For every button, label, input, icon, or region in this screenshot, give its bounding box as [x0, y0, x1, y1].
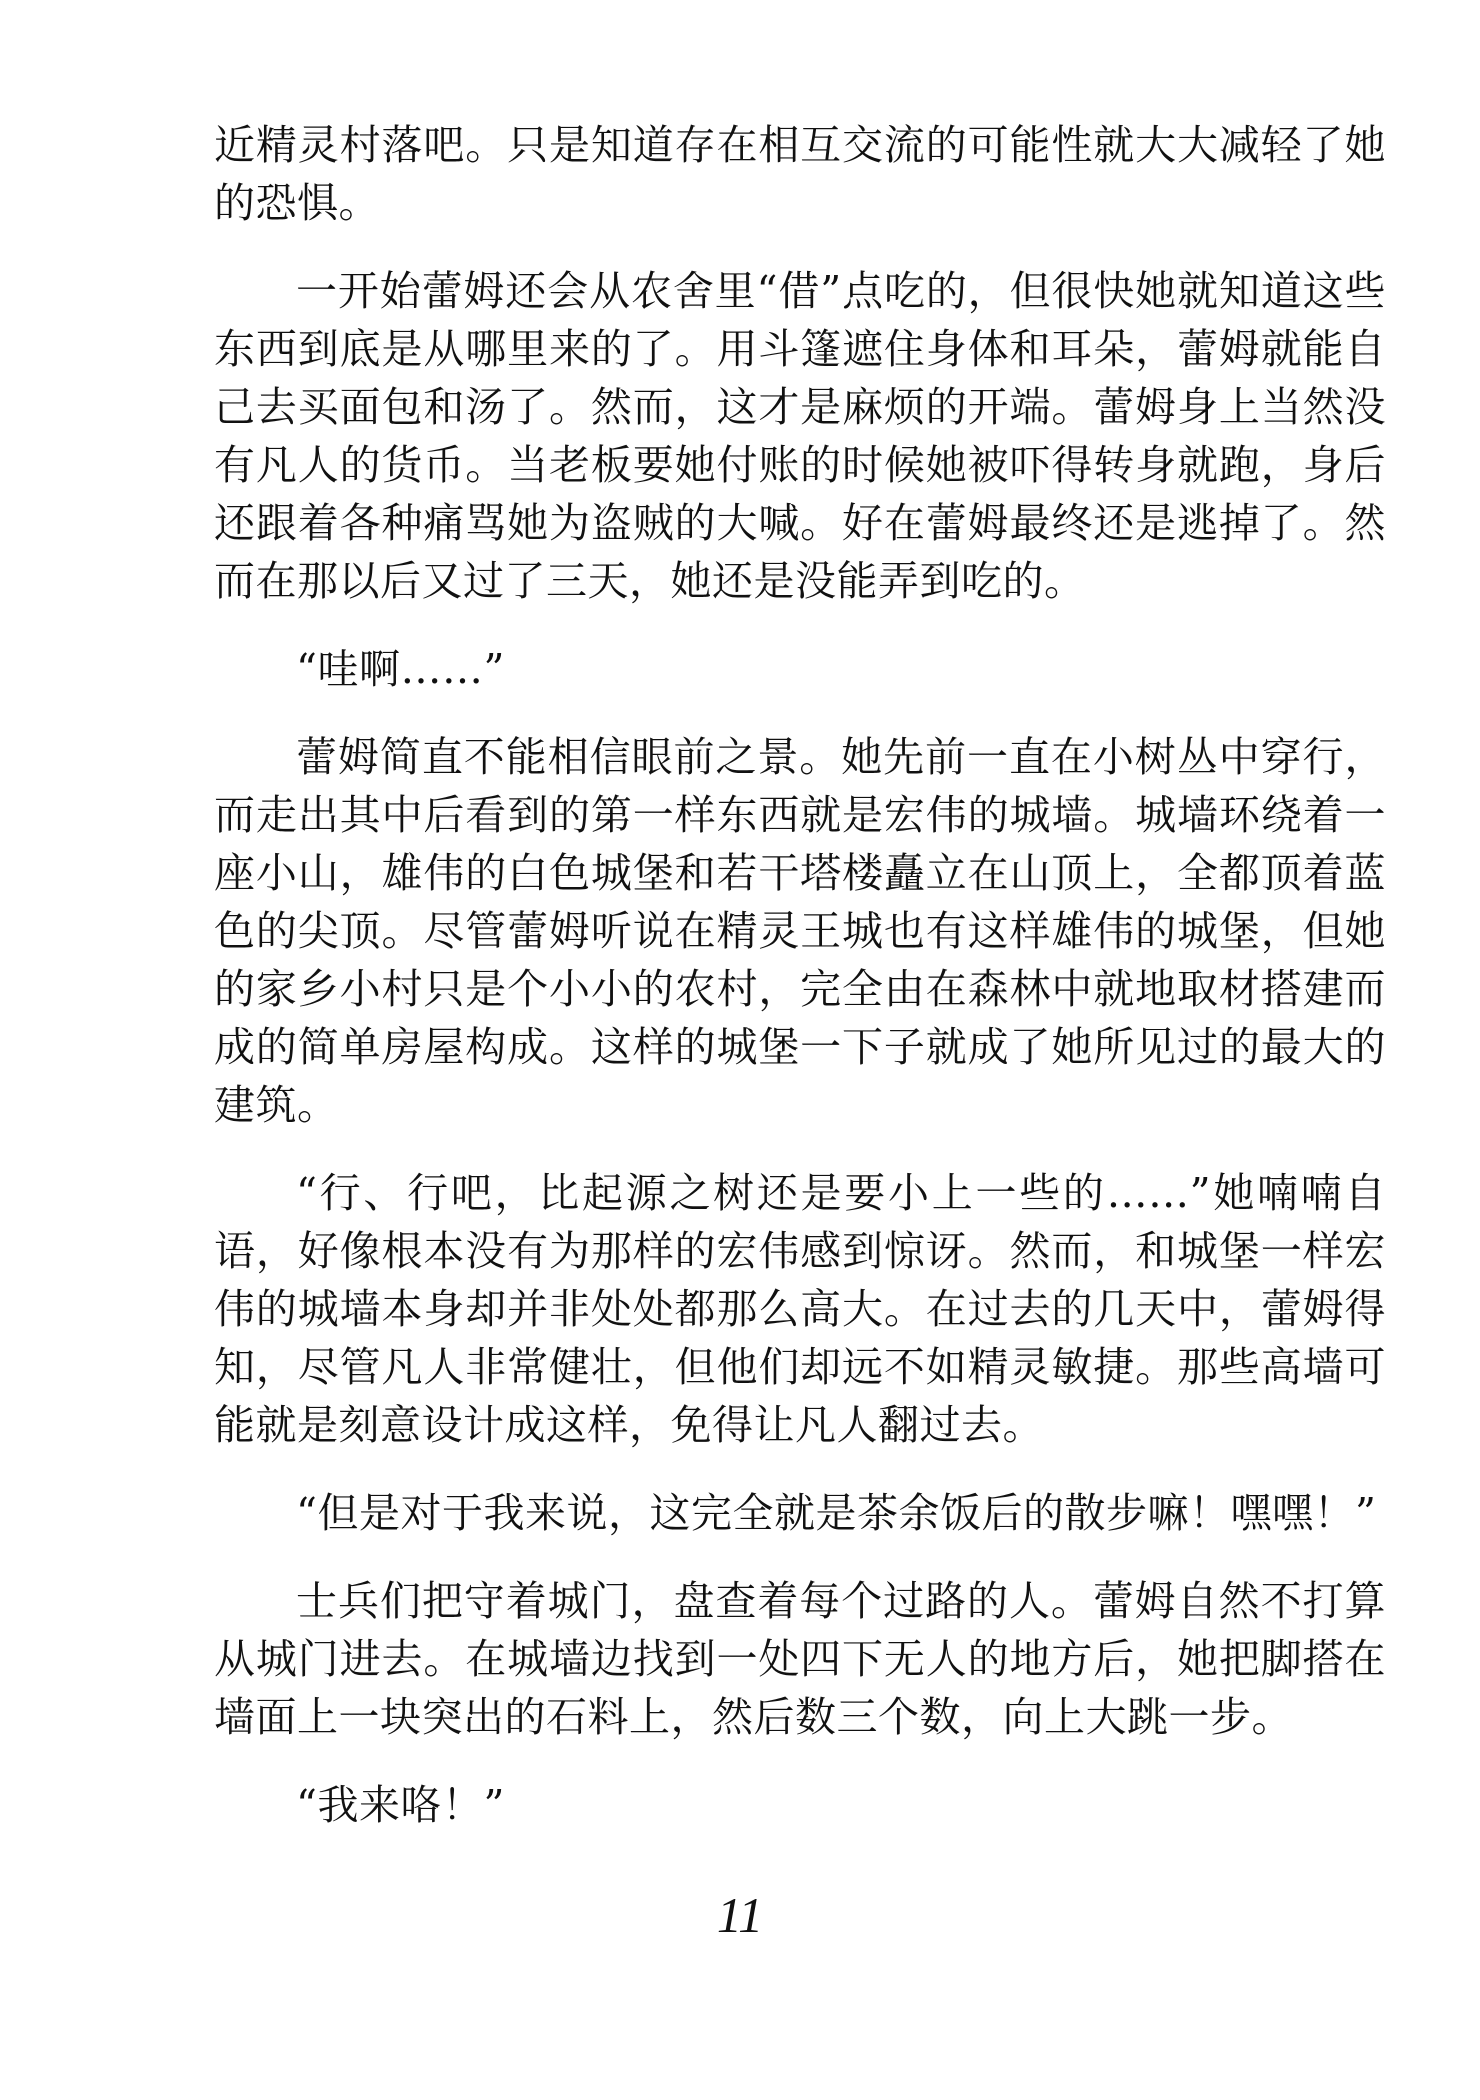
paragraph-8: “我来咯！” [296, 1781, 505, 1829]
page-number: 11 [716, 1887, 764, 1943]
paragraph-1: 近精灵村落吧。只是知道存在相互交流的可能性就大大减轻了她的恐惧。 [214, 121, 1386, 227]
paragraph-6: “但是对于我来说，这完全就是茶余饭后的散步嘛！嘿嘿！” [296, 1489, 1377, 1537]
paragraph-4: 蕾姆简直不能相信眼前之景。她先前一直在小树丛中穿行，而走出其中后看到的第一样东西就是宏伟的城墙。城墙环绕着一座小山，雄伟的白色城堡和若干塔楼矗立在山顶上，全都顶着蓝色的尖顶。尽管蕾姆听说在精灵王城也有这样雄伟的城堡，但她的家乡小村只是个小小的农村，完全由在森林中就地取材搭建而成的简单房屋构成。这样的城堡一下子就成了她所见过的最大的建筑。 [214, 733, 1386, 1129]
paragraph-5: “行、行吧，比起源之树还是要小上一些的……”她喃喃自语，好像根本没有为那样的宏伟感到惊讶。然而，和城堡一样宏伟的城墙本身却并非处处都那么高大。在过去的几天中，蕾姆得知，尽管凡人非常健壮，但他们却远不如精灵敏捷。那些高墙可能就是刻意设计成这样，免得让凡人翻过去。 [214, 1169, 1386, 1449]
paragraph-2: 一开始蕾姆还会从农舍里“借”点吃的，但很快她就知道这些东西到底是从哪里来的了。用斗篷遮住身体和耳朵，蕾姆就能自己去买面包和汤了。然而，这才是麻烦的开端。蕾姆身上当然没有凡人的货币。当老板要她付账的时候她被吓得转身就跑，身后还跟着各种痛骂她为盗贼的大喊。好在蕾姆最终还是逃掉了。然而在那以后又过了三天，她还是没能弄到吃的。 [214, 267, 1386, 605]
body-text [214, 116, 1386, 1864]
paragraph-7: 士兵们把守着城门，盘查着每个过路的人。蕾姆自然不打算从城门进去。在城墙边找到一处四下无人的地方后，她把脚搭在墙面上一块突出的石料上，然后数三个数，向上大跳一步。 [214, 1577, 1386, 1741]
paragraph-3: “哇啊……” [296, 645, 505, 693]
